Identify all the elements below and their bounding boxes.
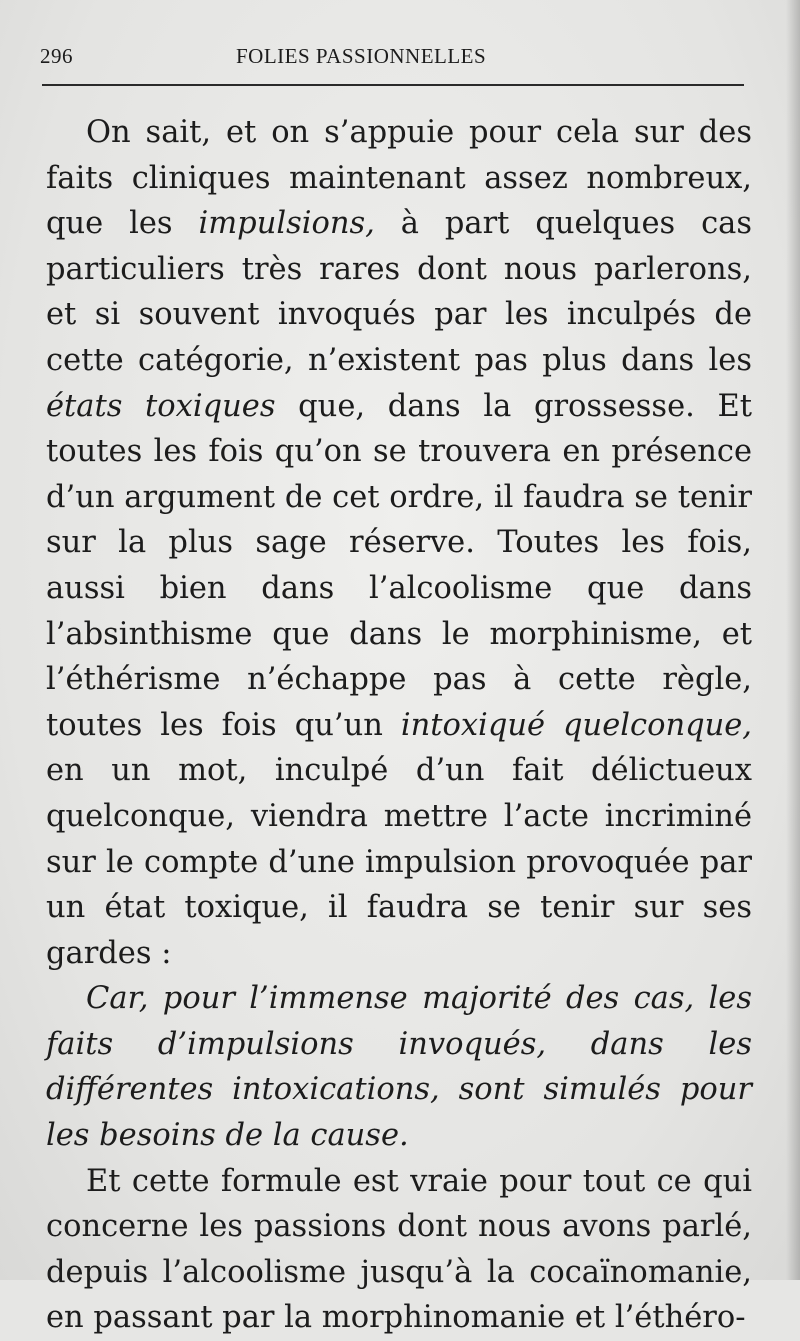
paragraph-1-italic-1: impulsions, [198,206,375,242]
paragraph-2: Car, pour l’immense majorité des cas, les faits d’impulsions invoqués, dans les différentes intoxications, sont simulés pour les besoins de la cause. [46,981,752,1154]
paragraph-1-part-3: que, dans la grossesse. Et toutes les fois qu’on se trouvera en présence d’un argument de cet ordre, il faudra se tenir sur la plus sage réserve. Toutes les fois, aussi bien dans l’alcoolisme que dans l’absinthisme que dans le morphinisme, et l’éthérisme n’échappe pas à cette règle, toutes les fois qu’un [46,388,752,743]
paragraph-1-part-1: On sait, et on s’appuie pour cela sur des faits cliniques maintenant assez nombreux, que les [46,115,752,242]
body-text [46,110,752,1341]
paragraph-1-italic-2: états toxiques [46,388,276,424]
header-rule [42,84,744,86]
running-title: FOLIES PASSIONNELLES [236,44,487,68]
paragraph-3: Et cette formule est vraie pour tout ce qui concerne les passions dont nous avons parlé, depuis l’alcoolisme jusqu’à la cocaïnomanie, en passant par la morphinomanie et l’éthéro- [46,1163,752,1336]
paragraph-1 [46,110,752,976]
page-edge-shadow [786,0,800,1280]
paragraph-1-part-4: en un mot, inculpé d’un fait délictueux quelconque, viendra mettre l’acte incriminé sur le compte d’une impulsion provoquée par un état toxique, il faudra se tenir sur ses gardes : [46,753,752,971]
paragraph-1-italic-3: intoxiqué quelconque, [400,707,752,743]
page-header [40,42,750,74]
paragraph-1-part-2: à part quelques cas particuliers très rares dont nous parlerons, et si souvent invoqués par les inculpés de cette catégorie, n’existent pas plus dans les [46,206,752,378]
page-number: 296 [40,44,73,68]
